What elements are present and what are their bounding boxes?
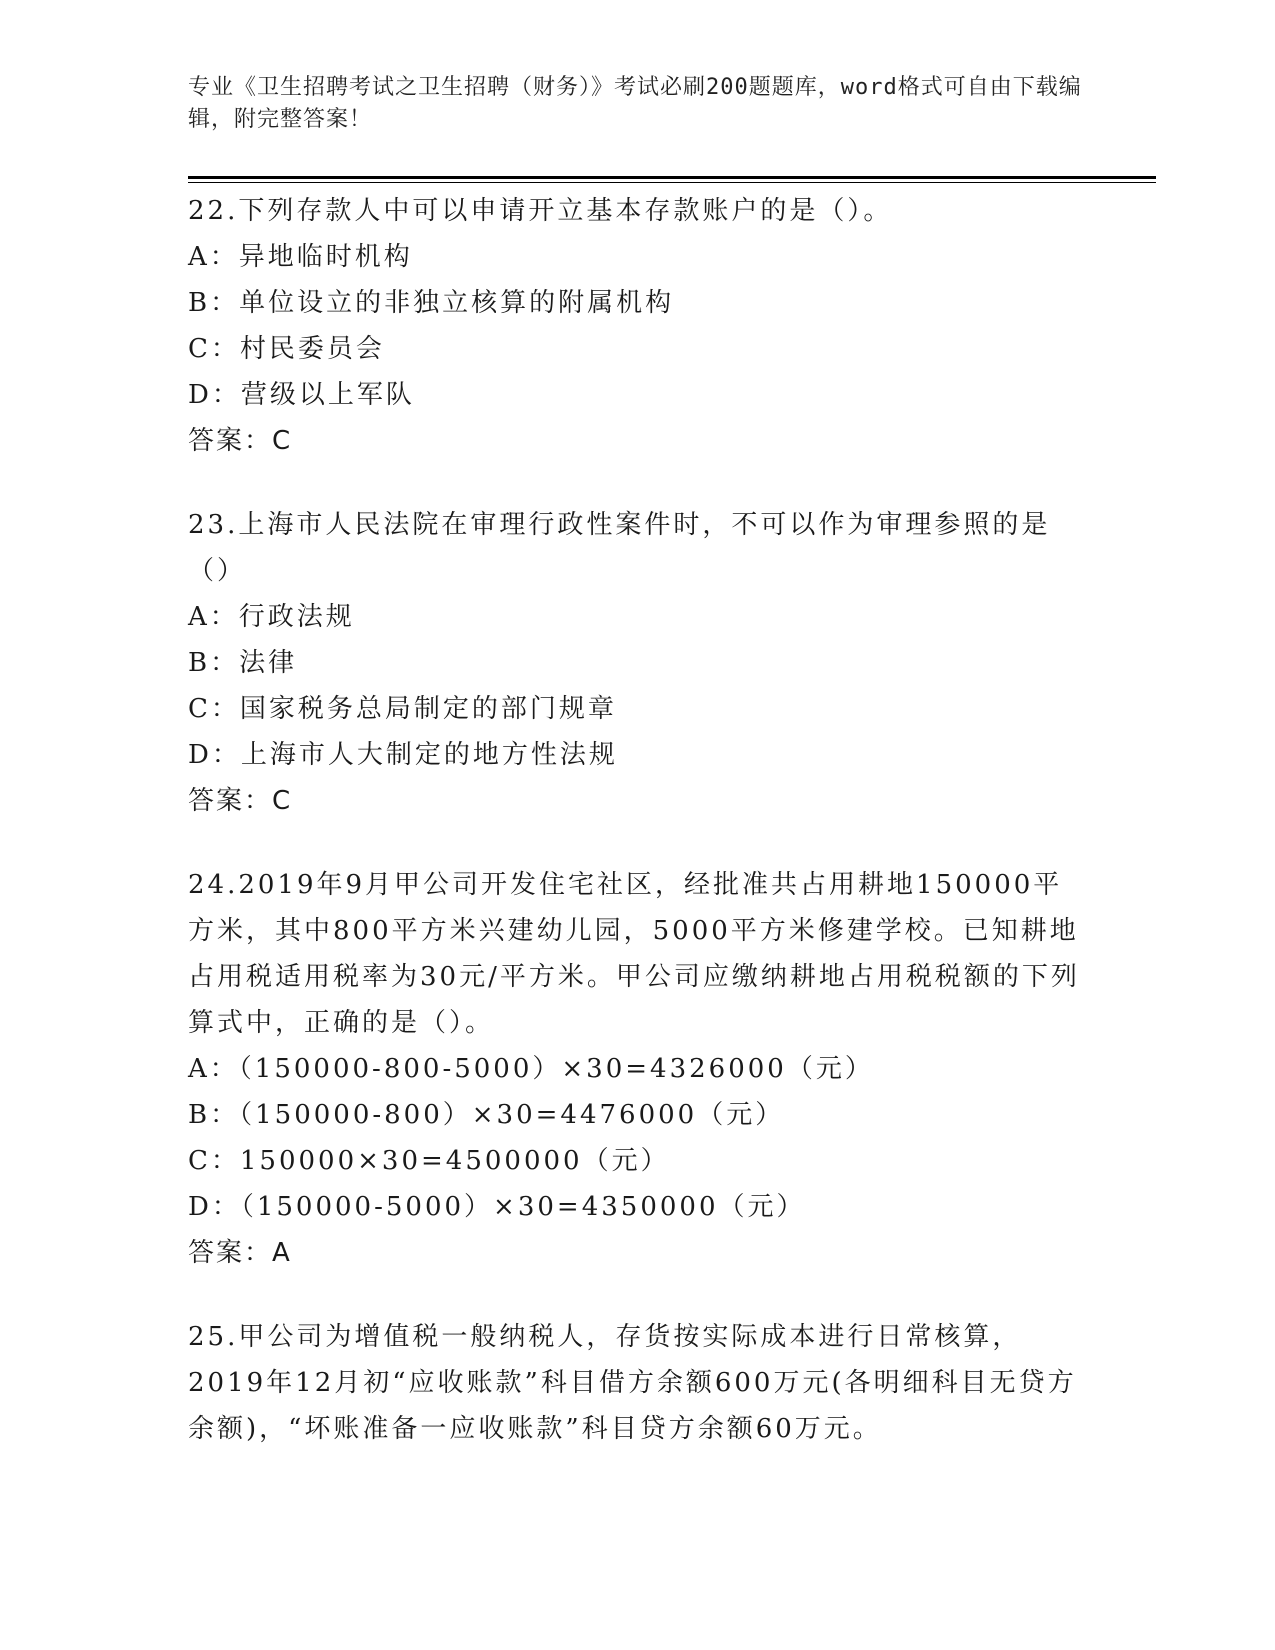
option-b: B：单位设立的非独立核算的附属机构 [188, 288, 675, 318]
option-a: A：（150000-800-5000）×30=4326000（元） [188, 1054, 874, 1084]
header-divider-thin [188, 182, 1156, 183]
answer-line: 答案：C [188, 786, 293, 816]
question-stem: 23.上海市人民法院在审理行政性案件时，不可以作为审理参照的是（） [188, 510, 1051, 586]
question-stem: 22.下列存款人中可以申请开立基本存款账户的是（）。 [188, 196, 893, 226]
option-a: A：异地临时机构 [188, 242, 413, 272]
question-list [188, 188, 1088, 1490]
question-stem: 25.甲公司为增值税一般纳税人，存货按实际成本进行日常核算，2019年12月初“应收账款”科目借方余额600万元(各明细科目无贷方余额)，“坏账准备一应收账款”科目贷方余额60万元。 [188, 1322, 1077, 1444]
question-25 [188, 1314, 1088, 1452]
option-d: D：上海市人大制定的地方性法规 [188, 740, 618, 770]
document-header: 专业《卫生招聘考试之卫生招聘（财务）》考试必刷200题题库，word格式可自由下载编辑，附完整答案！ [188, 75, 1082, 132]
header-divider-thick [188, 176, 1156, 179]
question-23 [188, 502, 1088, 824]
question-stem: 24.2019年9月甲公司开发住宅社区，经批准共占用耕地150000平方米，其中800平方米兴建幼儿园，5000平方米修建学校。已知耕地占用税适用税率为30元/平方米。甲公司应缴纳耕地占用税税额的下列算式中，正确的是（）。 [188, 870, 1080, 1038]
option-d: D：营级以上军队 [188, 380, 415, 410]
option-b: B：（150000-800）×30=4476000（元） [188, 1100, 785, 1130]
option-a: A：行政法规 [188, 602, 355, 632]
option-c: C：村民委员会 [188, 334, 385, 364]
option-c: C：150000×30=4500000（元） [188, 1146, 670, 1176]
option-b: B：法律 [188, 648, 298, 678]
option-c: C：国家税务总局制定的部门规章 [188, 694, 617, 724]
option-d: D：（150000-5000）×30=4350000（元） [188, 1192, 806, 1222]
question-22 [188, 188, 1088, 464]
question-24 [188, 862, 1088, 1276]
answer-line: 答案：C [188, 426, 293, 456]
answer-line: 答案：A [188, 1238, 292, 1268]
